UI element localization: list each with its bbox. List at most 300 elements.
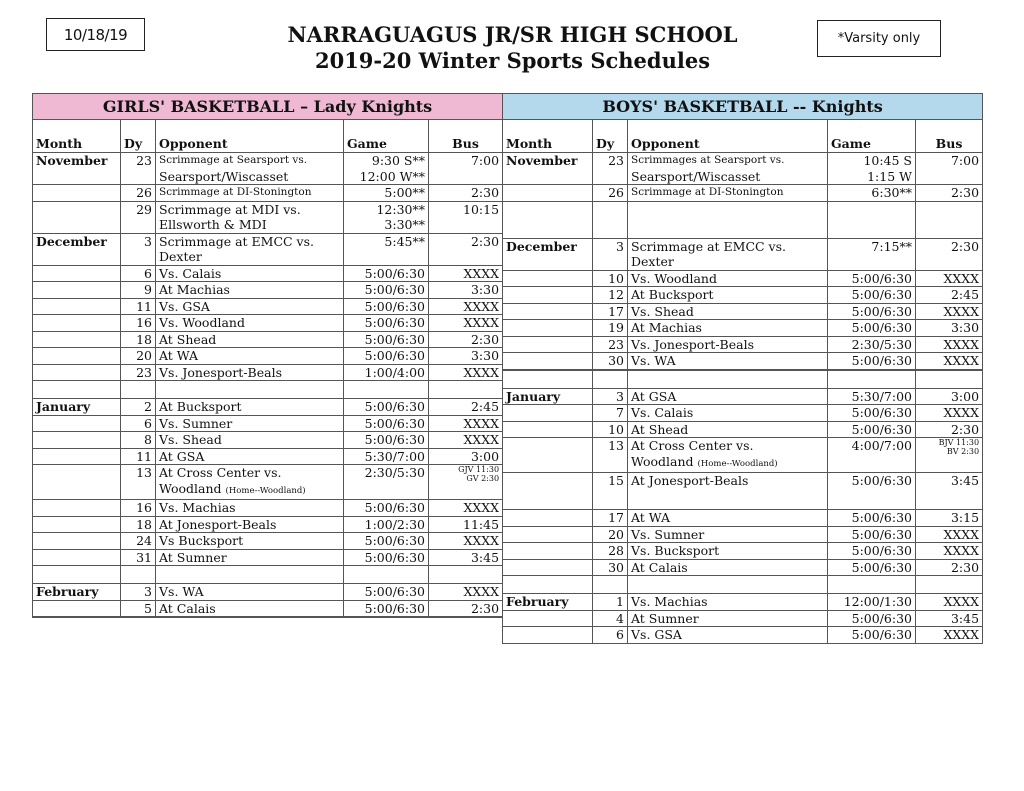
opponent-header: Opponent (628, 120, 828, 153)
bus-time-cell (429, 448, 503, 465)
bus-time: 3:45 (470, 549, 500, 565)
bus-time-cell (429, 617, 503, 618)
month-cell (503, 510, 593, 527)
game-time: 5:00/6:30 (851, 405, 912, 420)
opponent-text: At Sumner (631, 610, 699, 626)
game-time: 5:00/6:30 (851, 473, 912, 488)
game-time-cell (828, 473, 916, 510)
bus-time-cell (916, 627, 983, 644)
day-cell: 6 (121, 415, 156, 432)
game-time: 5:00/6:30 (364, 415, 425, 431)
schedule-row (503, 353, 983, 370)
spacer-cell (628, 370, 828, 388)
day-cell: 28 (593, 543, 628, 560)
game-time-cell (344, 233, 429, 265)
girls-table-title: GIRLS' BASKETBALL – Lady Knights (33, 94, 503, 120)
opponent-text: At Machias (631, 320, 702, 335)
month-cell (503, 405, 593, 422)
bus-time: 11:45 (463, 516, 500, 532)
schedule-row (33, 399, 503, 416)
schedule-row (503, 543, 983, 560)
girls-schedule-table (32, 93, 503, 618)
opponent-text: Vs. Bucksport (631, 543, 720, 558)
schedule-row (503, 388, 983, 405)
spacer-cell (156, 566, 344, 584)
month-header: Month (33, 120, 121, 153)
bus-time-cell (916, 270, 983, 287)
schedule-row (33, 201, 503, 233)
bus-time: XXXX (463, 533, 500, 548)
game-time: 5:30/7:00 (851, 388, 912, 404)
spacer-cell (344, 566, 429, 584)
day-cell: 23 (121, 364, 156, 381)
opponent-text: Vs. Sumner (159, 415, 233, 431)
schedule-row (33, 265, 503, 282)
game-time-cell (828, 201, 916, 238)
schedule-row (33, 465, 503, 500)
opponent-cell (156, 282, 344, 299)
game-time-cell (344, 600, 429, 617)
bus-time: 2:45 (470, 399, 500, 414)
bus-time: 3:30 (470, 282, 500, 297)
bus-time: 10:15 (463, 201, 500, 217)
home-note: (Home--Woodland) (697, 458, 778, 469)
game-time: 5:00/6:30 (364, 315, 425, 330)
game-time: 6:30** (871, 185, 912, 200)
bus-header: Bus (916, 120, 983, 153)
bus-time-cell (916, 543, 983, 560)
opponent-cell (156, 500, 344, 517)
game-time: 5:00/6:30 (364, 584, 425, 599)
spacer-row (33, 566, 503, 584)
bus-time-cell (916, 473, 983, 510)
day-cell: 8 (121, 432, 156, 449)
day-cell: 11 (121, 298, 156, 315)
game-time-cell (828, 303, 916, 320)
day-cell: 11 (121, 448, 156, 465)
game-time-cell (828, 627, 916, 644)
bus-time-cell (429, 516, 503, 533)
day-cell: 4 (593, 610, 628, 627)
schedule-row (503, 287, 983, 304)
spacer-cell (429, 566, 503, 584)
bus-time: XXXX (463, 315, 500, 330)
game-time-cell (344, 432, 429, 449)
bus-time: XXXX (943, 303, 980, 319)
game-time-cell (828, 594, 916, 611)
day-cell: 31 (121, 549, 156, 566)
bus-time-cell (916, 336, 983, 353)
bus-time: XXXX (943, 405, 980, 420)
opponent-text: Scrimmage at EMCC vs. (159, 233, 314, 249)
opponent-text: At Calais (631, 559, 688, 575)
opponent-cell (628, 627, 828, 644)
opponent-cell (628, 559, 828, 576)
game-time: 4:00/7:00 (851, 438, 912, 453)
opponent-cell (628, 543, 828, 560)
month-cell: February (503, 594, 593, 611)
day-cell: 10 (593, 421, 628, 438)
day-cell: 3 (593, 388, 628, 405)
bus-time: 2:30 (470, 233, 500, 249)
spacer-cell (628, 576, 828, 594)
spacer-row (503, 370, 983, 388)
game-time-cell (828, 421, 916, 438)
bus-time: XXXX (943, 336, 980, 352)
day-cell: 19 (593, 320, 628, 337)
month-cell (33, 465, 121, 500)
game-time-cell (344, 415, 429, 432)
day-cell: 2 (121, 399, 156, 416)
game-time-cell (828, 287, 916, 304)
opponent-line2-text: Dexter (631, 254, 674, 269)
day-cell: 24 (121, 533, 156, 550)
spacer-cell (344, 381, 429, 399)
bus-time: XXXX (943, 627, 980, 642)
month-cell (503, 473, 593, 510)
game-time-cell (344, 364, 429, 381)
opponent-line2-text: Searsport/Wiscasset (631, 168, 761, 184)
game-time-cell (344, 201, 429, 233)
month-cell (33, 201, 121, 233)
spacer-cell (916, 576, 983, 594)
bus-time: 2:45 (950, 287, 980, 302)
month-cell: November (503, 153, 593, 185)
day-header: Dy (121, 120, 156, 153)
month-cell (503, 320, 593, 337)
day-cell: 29 (121, 201, 156, 233)
game-time: 5:00/6:30 (364, 265, 425, 281)
bus-time: XXXX (463, 500, 500, 515)
month-cell (503, 421, 593, 438)
bus-time: 2:30 (470, 600, 500, 616)
spacer-cell (593, 576, 628, 594)
schedule-row (503, 405, 983, 422)
opponent-cell (156, 399, 344, 416)
bus-time: XXXX (463, 432, 500, 447)
bus-time-small: GJV 11:30 (458, 465, 500, 474)
schedule-row (33, 600, 503, 617)
home-note: (Home--Woodland) (225, 485, 306, 496)
schedule-row (503, 438, 983, 473)
opponent-cell (156, 298, 344, 315)
game-time-cell (828, 185, 916, 202)
day-cell: 30 (593, 353, 628, 370)
opponent-text: At GSA (631, 388, 677, 404)
opponent-text: Vs. Woodland (159, 315, 245, 330)
column-header-row (503, 120, 983, 153)
bus-time: 3:15 (950, 510, 980, 525)
schedule-row (503, 303, 983, 320)
opponent-text-line2 (159, 481, 340, 500)
bus-time: 2:30 (470, 331, 500, 347)
bus-time-cell (916, 421, 983, 438)
schedule-row (33, 331, 503, 348)
game-time-cell (344, 617, 429, 618)
month-cell (33, 617, 121, 618)
game-time: 5:00/6:30 (851, 526, 912, 542)
opponent-text: Vs. GSA (159, 298, 210, 314)
month-cell: January (503, 388, 593, 405)
opponent-text-line2 (159, 217, 340, 233)
schedule-row (503, 153, 983, 185)
spacer-row (33, 381, 503, 399)
day-cell: 16 (121, 500, 156, 517)
bus-time-cell (429, 265, 503, 282)
bus-time: 3:45 (950, 610, 980, 626)
bus-time-cell (916, 559, 983, 576)
month-cell (503, 543, 593, 560)
game-time-cell (828, 510, 916, 527)
game-time: 5:00/6:30 (364, 500, 425, 515)
spacer-cell (503, 576, 593, 594)
bus-time-cell (429, 364, 503, 381)
opponent-text: Vs. Machias (159, 500, 236, 515)
schedule-row (33, 432, 503, 449)
month-cell (33, 415, 121, 432)
opponent-cell (628, 336, 828, 353)
day-cell: 5 (121, 600, 156, 617)
bus-time: 2:30 (950, 559, 980, 575)
schedule-row (503, 473, 983, 510)
day-cell: 3 (593, 238, 628, 270)
game-time-cell (344, 516, 429, 533)
opponent-cell (156, 465, 344, 500)
game-time-line2: 3:30** (384, 217, 425, 232)
opponent-cell (156, 233, 344, 265)
opponent-text: At WA (159, 348, 199, 363)
opponent-line2-text: Woodland (631, 453, 694, 469)
game-time-line2: 1:15 W (867, 168, 912, 184)
opponent-cell (628, 510, 828, 527)
schedule-row (33, 315, 503, 332)
game-time-cell (344, 448, 429, 465)
game-time: 5:00/6:30 (851, 303, 912, 319)
game-time: 5:00/6:30 (364, 331, 425, 347)
opponent-text: At WA (631, 510, 671, 525)
day-cell: 30 (593, 559, 628, 576)
bus-time-cell (916, 303, 983, 320)
day-cell: 23 (121, 153, 156, 185)
opponent-text: Vs Bucksport (159, 533, 244, 548)
bus-time-cell (916, 526, 983, 543)
opponent-cell (628, 388, 828, 405)
opponent-cell (628, 473, 828, 510)
opponent-text-line2 (631, 169, 824, 185)
bus-time-cell (916, 153, 983, 185)
game-time: 1:00/2:30 (364, 516, 425, 532)
bus-time-cell (429, 315, 503, 332)
bus-time-small-line2: BV 2:30 (946, 447, 980, 456)
opponent-line2-text: Ellsworth & MDI (159, 217, 267, 232)
schedule-row (503, 238, 983, 270)
day-cell: 15 (593, 473, 628, 510)
opponent-text: At Sumner (159, 549, 227, 565)
schedule-row (33, 448, 503, 465)
bus-time-cell (429, 399, 503, 416)
opponent-text: At Jonesport-Beals (631, 473, 749, 488)
schedule-row (33, 153, 503, 185)
opponent-cell (628, 185, 828, 202)
month-cell (33, 298, 121, 315)
bus-time: 3:30 (470, 348, 500, 363)
bus-time-cell (429, 432, 503, 449)
month-cell (503, 303, 593, 320)
opponent-cell (156, 584, 344, 601)
bus-time-cell (916, 510, 983, 527)
month-cell: January (33, 399, 121, 416)
game-time-cell (828, 336, 916, 353)
opponent-cell (156, 331, 344, 348)
day-cell: 6 (121, 265, 156, 282)
day-cell: 18 (121, 331, 156, 348)
schedule-row (33, 584, 503, 601)
opponent-cell (156, 549, 344, 566)
game-time: 5:00/6:30 (851, 353, 912, 368)
bus-header: Bus (429, 120, 503, 153)
opponent-cell (156, 185, 344, 202)
game-time: 12:30** (376, 201, 425, 217)
day-cell: 6 (593, 627, 628, 644)
opponent-text: Vs. Shead (159, 432, 222, 447)
bus-time-cell (429, 584, 503, 601)
schedule-row (503, 336, 983, 353)
game-time-cell (344, 298, 429, 315)
bus-time: 2:30 (950, 421, 980, 437)
day-cell: 17 (593, 303, 628, 320)
bus-time-cell (916, 405, 983, 422)
opponent-text: Vs. Jonesport-Beals (159, 364, 282, 380)
game-time-line2: 12:00 W** (359, 168, 425, 184)
game-time-cell (344, 533, 429, 550)
opponent-text: Vs. Jonesport-Beals (631, 336, 754, 352)
month-cell (33, 185, 121, 202)
day-cell: 26 (593, 185, 628, 202)
day-cell: 10 (593, 270, 628, 287)
game-header: Game (828, 120, 916, 153)
opponent-cell (156, 432, 344, 449)
game-time-cell (344, 185, 429, 202)
spacer-row (503, 576, 983, 594)
opponent-text: At Jonesport-Beals (159, 516, 277, 532)
opponent-text: Vs. WA (159, 584, 204, 599)
month-cell (33, 364, 121, 381)
opponent-cell (156, 415, 344, 432)
game-time-cell (828, 405, 916, 422)
opponent-cell (156, 315, 344, 332)
game-time-cell (344, 399, 429, 416)
opponent-cell (628, 201, 828, 238)
game-time: 5:00/6:30 (851, 627, 912, 642)
game-time-cell (344, 584, 429, 601)
month-cell (503, 610, 593, 627)
game-time: 5:00/6:30 (851, 559, 912, 575)
spacer-cell (593, 370, 628, 388)
day-cell: 12 (593, 287, 628, 304)
game-time: 5:00/6:30 (851, 421, 912, 437)
opponent-cell (628, 153, 828, 185)
opponent-text: Vs. Machias (631, 594, 708, 609)
opponent-text: Scrimmage at Searsport vs. (159, 154, 308, 166)
column-header-row (33, 120, 503, 153)
day-cell: 7 (593, 405, 628, 422)
opponent-text: At Machias (159, 282, 230, 297)
schedule-row (503, 594, 983, 611)
opponent-text: Scrimmage at DI-Stonington (159, 186, 312, 198)
bus-time-cell (916, 388, 983, 405)
schedule-row (503, 627, 983, 644)
bus-time-cell (429, 298, 503, 315)
schedule-row (503, 610, 983, 627)
opponent-text: Vs. WA (631, 353, 676, 368)
varsity-note (817, 20, 941, 57)
bus-time-cell (916, 287, 983, 304)
schedule-row (503, 201, 983, 238)
opponent-text-line2 (159, 169, 340, 185)
schedule-row (33, 185, 503, 202)
game-time-cell (828, 438, 916, 473)
day-cell: 1 (593, 594, 628, 611)
opponent-text: Scrimmage at EMCC vs. (631, 238, 786, 254)
bus-time: XXXX (943, 543, 980, 558)
game-time-cell (344, 282, 429, 299)
bus-time: 2:30 (470, 185, 500, 200)
bus-time-cell (429, 153, 503, 185)
bus-time-cell (916, 353, 983, 370)
game-time-cell (344, 549, 429, 566)
opponent-cell (156, 533, 344, 550)
opponent-line2-text: Dexter (159, 249, 202, 264)
month-cell (503, 336, 593, 353)
bus-time: 3:00 (950, 388, 980, 404)
spacer-cell (916, 370, 983, 388)
opponent-cell (156, 348, 344, 365)
game-time-cell (344, 315, 429, 332)
opponent-cell (628, 438, 828, 473)
bus-time: 7:00 (950, 153, 980, 168)
day-header: Dy (593, 120, 628, 153)
game-time-cell (828, 610, 916, 627)
bus-time: XXXX (463, 415, 500, 431)
opponent-text: At Bucksport (631, 287, 714, 302)
bus-time-cell (429, 331, 503, 348)
opponent-text: At Shead (159, 331, 217, 347)
schedule-row (33, 549, 503, 566)
schedule-row (503, 270, 983, 287)
bus-time-cell (429, 348, 503, 365)
month-cell (503, 526, 593, 543)
day-cell: 18 (121, 516, 156, 533)
opponent-cell (156, 265, 344, 282)
day-cell: 3 (121, 584, 156, 601)
month-cell (503, 287, 593, 304)
bus-time: 3:45 (950, 473, 980, 488)
game-time-cell (828, 320, 916, 337)
opponent-cell (628, 610, 828, 627)
month-cell (33, 432, 121, 449)
opponent-cell (628, 353, 828, 370)
spacer-cell (503, 370, 593, 388)
game-time-cell (828, 543, 916, 560)
spacer-cell (33, 566, 121, 584)
game-time: 5:00/6:30 (851, 543, 912, 558)
opponent-text-line2 (631, 254, 824, 270)
day-cell: 13 (593, 438, 628, 473)
game-time: 5:00/6:30 (851, 510, 912, 525)
bus-time-cell (916, 201, 983, 238)
game-time: 2:30/5:30 (851, 336, 912, 352)
month-cell (33, 516, 121, 533)
